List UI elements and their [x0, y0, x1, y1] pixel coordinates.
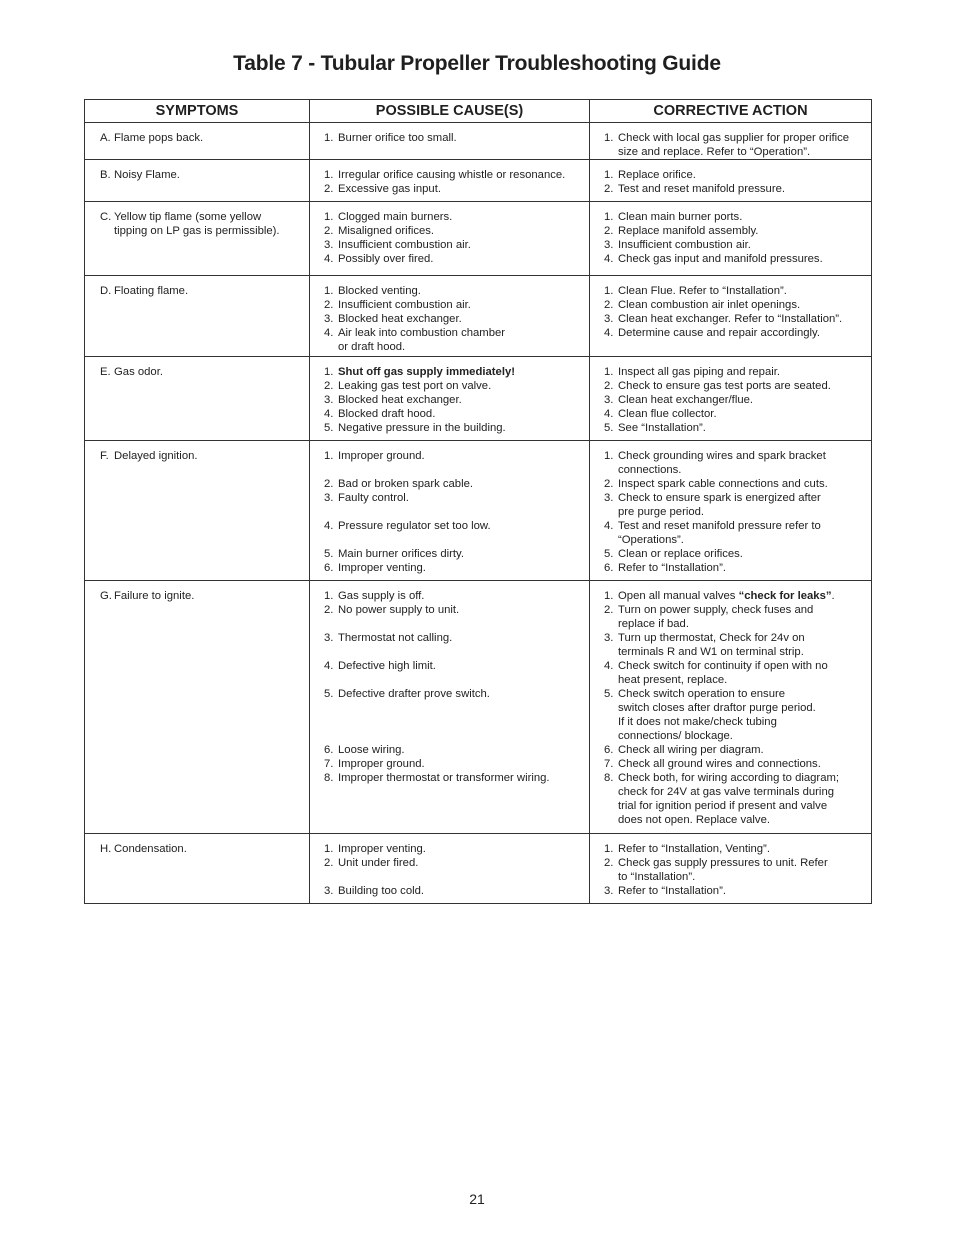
item-text: Check with local gas supplier for proper orifice — [618, 132, 850, 144]
symptom-cell — [85, 357, 310, 441]
item-text: Unit under fired. — [338, 857, 419, 869]
item-number: 5. — [324, 548, 334, 560]
item-text: Defective drafter prove switch. — [338, 688, 490, 700]
item-text: Failure to ignite. — [114, 590, 195, 602]
causes-cell — [310, 581, 590, 834]
item-continuation: trial for ignition period if present and valve — [618, 800, 828, 812]
list-item — [100, 210, 305, 224]
list-item — [604, 421, 867, 435]
item-number: 4. — [604, 253, 614, 265]
list-item — [604, 491, 867, 505]
actions-cell — [590, 581, 872, 834]
list-item — [324, 182, 585, 196]
item-text: Loose wiring. — [338, 744, 405, 756]
list-item — [324, 131, 585, 145]
item-text: Clean Flue. Refer to “Installation”. — [618, 285, 787, 297]
list-item — [324, 589, 585, 603]
list-item — [604, 298, 867, 312]
item-text: Turn on power supply, check fuses and — [618, 604, 814, 616]
item-text: Yellow tip flame (some yellow — [114, 211, 262, 223]
item-text: Check gas supply pressures to unit. Refer — [618, 857, 828, 869]
item-number: 3. — [324, 885, 334, 897]
causes-cell — [310, 357, 590, 441]
table-header-row — [85, 100, 872, 123]
item-number: 1. — [604, 450, 614, 462]
list-item — [604, 659, 867, 673]
item-text: Flame pops back. — [114, 132, 204, 144]
causes-cell — [310, 123, 590, 160]
item-number: A. — [100, 132, 111, 144]
list-item — [324, 884, 585, 898]
item-number: 8. — [604, 772, 614, 784]
item-number: 5. — [324, 688, 334, 700]
item-number: 3. — [604, 239, 614, 251]
list-item — [604, 477, 867, 491]
item-number: 3. — [324, 239, 334, 251]
item-number: 3. — [324, 632, 334, 644]
item-text: Thermostat not calling. — [338, 632, 453, 644]
list-item — [324, 407, 585, 421]
item-text: Replace orifice. — [618, 169, 696, 181]
list-item — [324, 659, 585, 673]
list-item — [604, 449, 867, 463]
item-text: Gas odor. — [114, 366, 163, 378]
causes-cell — [310, 441, 590, 581]
symptom-cell — [85, 123, 310, 160]
item-text: Floating flame. — [114, 285, 189, 297]
item-text: Insufficient combustion air. — [338, 299, 471, 311]
item-continuation: connections/ blockage. — [618, 730, 733, 742]
item-number: 3. — [324, 492, 334, 504]
list-item — [604, 182, 867, 196]
item-text: Insufficient combustion air. — [338, 239, 471, 251]
item-number: 3. — [604, 492, 614, 504]
item-text: Possibly over fired. — [338, 253, 434, 265]
item-text: Main burner orifices dirty. — [338, 548, 464, 560]
item-text: Blocked venting. — [338, 285, 421, 297]
list-item — [324, 757, 585, 771]
item-continuation: If it does not make/check tubing — [618, 716, 777, 728]
item-continuation: connections. — [618, 464, 682, 476]
item-number: 8. — [324, 772, 334, 784]
item-text: Improper venting. — [338, 843, 426, 855]
list-item — [324, 477, 585, 491]
list-item — [604, 312, 867, 326]
list-item — [604, 224, 867, 238]
causes-cell — [310, 202, 590, 276]
table-row — [85, 581, 872, 834]
item-continuation: does not open. Replace valve. — [618, 814, 770, 826]
list-item — [604, 407, 867, 421]
item-number: E. — [100, 366, 111, 378]
item-text: Open all manual valves — [618, 590, 739, 602]
list-item — [324, 284, 585, 298]
item-number: 4. — [324, 408, 334, 420]
item-text: Delayed ignition. — [114, 450, 198, 462]
item-number: 2. — [324, 299, 334, 311]
item-number: F. — [100, 450, 109, 462]
item-text: Condensation. — [114, 843, 187, 855]
item-continuation: to “Installation”. — [618, 871, 696, 883]
blank-line — [324, 870, 585, 884]
item-number: 5. — [324, 422, 334, 434]
item-continuation: terminals R and W1 on terminal strip. — [618, 646, 804, 658]
item-number: 1. — [324, 450, 334, 462]
blank-line — [324, 701, 585, 715]
blank-line — [324, 645, 585, 659]
item-number: 4. — [324, 253, 334, 265]
table-row — [85, 834, 872, 904]
table-row — [85, 441, 872, 581]
item-text: Gas supply is off. — [338, 590, 425, 602]
list-item — [324, 491, 585, 505]
item-number: 2. — [604, 299, 614, 311]
list-item — [604, 365, 867, 379]
item-text: Improper ground. — [338, 450, 425, 462]
item-text: Burner orifice too small. — [338, 132, 457, 144]
item-number: 5. — [604, 422, 614, 434]
item-text: Replace manifold assembly. — [618, 225, 759, 237]
item-continuation: heat present, replace. — [618, 674, 728, 686]
list-item — [604, 771, 867, 785]
header-symptoms: SYMPTOMS — [85, 100, 310, 123]
item-number: 6. — [604, 744, 614, 756]
blank-line — [324, 463, 585, 477]
blank-line — [324, 729, 585, 743]
header-possible-causes: POSSIBLE CAUSE(S) — [310, 100, 590, 123]
item-continuation: switch closes after draftor purge period. — [618, 702, 816, 714]
list-item — [604, 393, 867, 407]
item-text: Check all wiring per diagram. — [618, 744, 764, 756]
actions-cell — [590, 441, 872, 581]
list-item — [604, 743, 867, 757]
list-item — [324, 421, 585, 435]
list-item — [604, 168, 867, 182]
item-continuation: size and replace. Refer to “Operation”. — [618, 146, 811, 158]
item-number: 5. — [604, 548, 614, 560]
item-number: 3. — [324, 394, 334, 406]
header-corrective-action: CORRECTIVE ACTION — [590, 100, 872, 123]
item-number: 1. — [324, 211, 334, 223]
item-continuation: “Operations”. — [618, 534, 684, 546]
actions-cell — [590, 202, 872, 276]
symptom-cell — [85, 202, 310, 276]
item-number: 7. — [604, 758, 614, 770]
item-text: Clean combustion air inlet openings. — [618, 299, 801, 311]
list-item — [324, 168, 585, 182]
list-item — [324, 561, 585, 575]
item-number: B. — [100, 169, 111, 181]
item-number: 4. — [324, 327, 334, 339]
symptom-cell — [85, 160, 310, 202]
item-text: Pressure regulator set too low. — [338, 520, 491, 532]
item-number: 4. — [604, 408, 614, 420]
list-item — [604, 131, 867, 145]
item-text: Clean or replace orifices. — [618, 548, 743, 560]
item-number: 1. — [324, 590, 334, 602]
item-number: 2. — [604, 604, 614, 616]
item-text: Defective high limit. — [338, 660, 436, 672]
item-text: Check grounding wires and spark bracket — [618, 450, 826, 462]
item-text: Clean main burner ports. — [618, 211, 743, 223]
symptom-cell — [85, 834, 310, 904]
item-number: 2. — [324, 183, 334, 195]
symptom-cell — [85, 441, 310, 581]
blank-line — [324, 673, 585, 687]
item-number: D. — [100, 285, 112, 297]
item-text: Excessive gas input. — [338, 183, 441, 195]
list-item — [324, 238, 585, 252]
table-row — [85, 357, 872, 441]
list-item — [324, 856, 585, 870]
list-item — [324, 210, 585, 224]
item-number: 1. — [324, 285, 334, 297]
item-number: 1. — [604, 285, 614, 297]
item-number: 1. — [604, 211, 614, 223]
item-text: Refer to “Installation”. — [618, 562, 726, 574]
list-item — [324, 393, 585, 407]
item-number: 3. — [604, 885, 614, 897]
item-text: Test and reset manifold pressure. — [618, 183, 786, 195]
item-text: Improper ground. — [338, 758, 425, 770]
blank-line — [324, 617, 585, 631]
item-text: Negative pressure in the building. — [338, 422, 506, 434]
item-text: Blocked heat exchanger. — [338, 313, 462, 325]
table-row — [85, 276, 872, 357]
item-number: 3. — [604, 394, 614, 406]
item-number: 4. — [604, 327, 614, 339]
list-item — [604, 519, 867, 533]
actions-cell — [590, 276, 872, 357]
item-number: 5. — [604, 688, 614, 700]
troubleshooting-table — [84, 99, 872, 904]
item-text: Improper venting. — [338, 562, 426, 574]
list-item — [324, 631, 585, 645]
item-number: 2. — [324, 604, 334, 616]
item-text: See “Installation”. — [618, 422, 706, 434]
item-number: 2. — [324, 225, 334, 237]
list-item — [324, 519, 585, 533]
item-number: 3. — [604, 313, 614, 325]
list-item — [604, 210, 867, 224]
list-item — [100, 589, 305, 603]
item-number: G. — [100, 590, 112, 602]
item-text: Clean heat exchanger/flue. — [618, 394, 754, 406]
item-text: Refer to “Installation”. — [618, 885, 726, 897]
blank-line — [324, 715, 585, 729]
item-number: 1. — [604, 366, 614, 378]
actions-cell — [590, 123, 872, 160]
item-text: Check switch for continuity if open with no — [618, 660, 828, 672]
list-item — [604, 284, 867, 298]
list-item — [604, 379, 867, 393]
page-number: 21 — [469, 1191, 485, 1207]
list-item — [324, 547, 585, 561]
causes-cell — [310, 160, 590, 202]
table-row — [85, 202, 872, 276]
item-emphasis: “check for leaks” — [738, 590, 832, 602]
list-item — [604, 252, 867, 266]
item-text: Check to ensure gas test ports are seated. — [618, 380, 831, 392]
item-number: 1. — [604, 169, 614, 181]
item-text: Noisy Flame. — [114, 169, 180, 181]
item-number: 2. — [604, 380, 614, 392]
causes-cell — [310, 276, 590, 357]
list-item — [324, 687, 585, 701]
item-continuation: tipping on LP gas is permissible). — [114, 225, 280, 237]
list-item — [604, 687, 867, 701]
item-number: 2. — [604, 225, 614, 237]
item-number: 3. — [324, 313, 334, 325]
item-text: Bad or broken spark cable. — [338, 478, 474, 490]
item-number: 2. — [324, 380, 334, 392]
item-number: 1. — [324, 843, 334, 855]
list-item — [324, 298, 585, 312]
item-text: Inspect spark cable connections and cuts. — [618, 478, 828, 490]
item-number: 1. — [604, 132, 614, 144]
item-text: Check all ground wires and connections. — [618, 758, 821, 770]
item-text: Check both, for wiring according to diagram; — [618, 772, 840, 784]
list-item — [604, 589, 867, 603]
list-item — [324, 252, 585, 266]
list-item — [100, 168, 305, 182]
blank-line — [324, 505, 585, 519]
list-item — [604, 603, 867, 617]
list-item — [324, 326, 585, 340]
list-item — [604, 757, 867, 771]
item-continuation: check for 24V at gas valve terminals during — [618, 786, 835, 798]
item-continuation: pre purge period. — [618, 506, 705, 518]
item-text: Test and reset manifold pressure refer to — [618, 520, 821, 532]
item-text: Irregular orifice causing whistle or resonance. — [338, 169, 566, 181]
list-item — [100, 449, 305, 463]
list-item — [100, 365, 305, 379]
item-number: 4. — [604, 660, 614, 672]
table-body — [85, 123, 872, 904]
item-text: Building too cold. — [338, 885, 425, 897]
list-item — [324, 603, 585, 617]
table-row — [85, 160, 872, 202]
list-item — [324, 379, 585, 393]
item-text: Blocked heat exchanger. — [338, 394, 462, 406]
item-number: 1. — [324, 132, 334, 144]
item-number: 2. — [604, 183, 614, 195]
item-text: Refer to “Installation, Venting”. — [618, 843, 770, 855]
list-item — [604, 884, 867, 898]
item-number: 6. — [604, 562, 614, 574]
list-item — [100, 842, 305, 856]
item-number: 6. — [324, 744, 334, 756]
list-item — [604, 238, 867, 252]
list-item — [100, 131, 305, 145]
list-item — [324, 224, 585, 238]
item-text: Clean heat exchanger. Refer to “Installation”. — [618, 313, 843, 325]
item-text: Improper thermostat or transformer wiring. — [338, 772, 550, 784]
item-text: Clogged main burners. — [338, 211, 453, 223]
item-text: Faulty control. — [338, 492, 409, 504]
item-number: 2. — [324, 857, 334, 869]
list-item — [324, 365, 585, 379]
table-row — [85, 123, 872, 160]
symptom-cell — [85, 581, 310, 834]
item-number: 6. — [324, 562, 334, 574]
actions-cell — [590, 160, 872, 202]
item-text: No power supply to unit. — [338, 604, 460, 616]
item-number: H. — [100, 843, 112, 855]
item-text: Blocked draft hood. — [338, 408, 436, 420]
list-item — [324, 743, 585, 757]
item-text: Inspect all gas piping and repair. — [618, 366, 781, 378]
causes-cell — [310, 834, 590, 904]
list-item — [324, 449, 585, 463]
actions-cell — [590, 357, 872, 441]
item-number: 2. — [604, 478, 614, 490]
list-item — [324, 842, 585, 856]
item-number: 7. — [324, 758, 334, 770]
item-continuation: or draft hood. — [338, 341, 406, 353]
list-item — [604, 547, 867, 561]
blank-line — [324, 533, 585, 547]
symptom-cell — [85, 276, 310, 357]
item-number: C. — [100, 211, 112, 223]
item-text: Check gas input and manifold pressures. — [618, 253, 823, 265]
item-number: 3. — [604, 632, 614, 644]
list-item — [324, 312, 585, 326]
item-text: Determine cause and repair accordingly. — [618, 327, 820, 339]
item-number: 4. — [324, 520, 334, 532]
page-title: Table 7 - Tubular Propeller Troubleshooting Guide — [233, 52, 721, 75]
actions-cell — [590, 834, 872, 904]
list-item — [324, 771, 585, 785]
list-item — [604, 856, 867, 870]
item-text: Misaligned orifices. — [338, 225, 435, 237]
item-text: . — [831, 590, 835, 602]
item-number: 2. — [324, 478, 334, 490]
item-number: 1. — [604, 843, 614, 855]
item-text: Check switch operation to ensure — [618, 688, 786, 700]
list-item — [604, 631, 867, 645]
item-continuation: replace if bad. — [618, 618, 689, 630]
list-item — [604, 561, 867, 575]
item-number: 1. — [324, 366, 334, 378]
list-item — [604, 842, 867, 856]
item-number: 1. — [324, 169, 334, 181]
item-text: Leaking gas test port on valve. — [338, 380, 492, 392]
item-text: Check to ensure spark is energized after — [618, 492, 821, 504]
item-text: Insufficient combustion air. — [618, 239, 751, 251]
item-number: 4. — [324, 660, 334, 672]
item-number: 4. — [604, 520, 614, 532]
item-text: Clean flue collector. — [618, 408, 717, 420]
item-number: 2. — [604, 857, 614, 869]
item-emphasis: Shut off gas supply immediately! — [338, 366, 516, 378]
item-number: 1. — [604, 590, 614, 602]
item-text: Air leak into combustion chamber — [338, 327, 506, 339]
list-item — [604, 326, 867, 340]
item-text: Turn up thermostat, Check for 24v on — [618, 632, 805, 644]
list-item — [100, 284, 305, 298]
